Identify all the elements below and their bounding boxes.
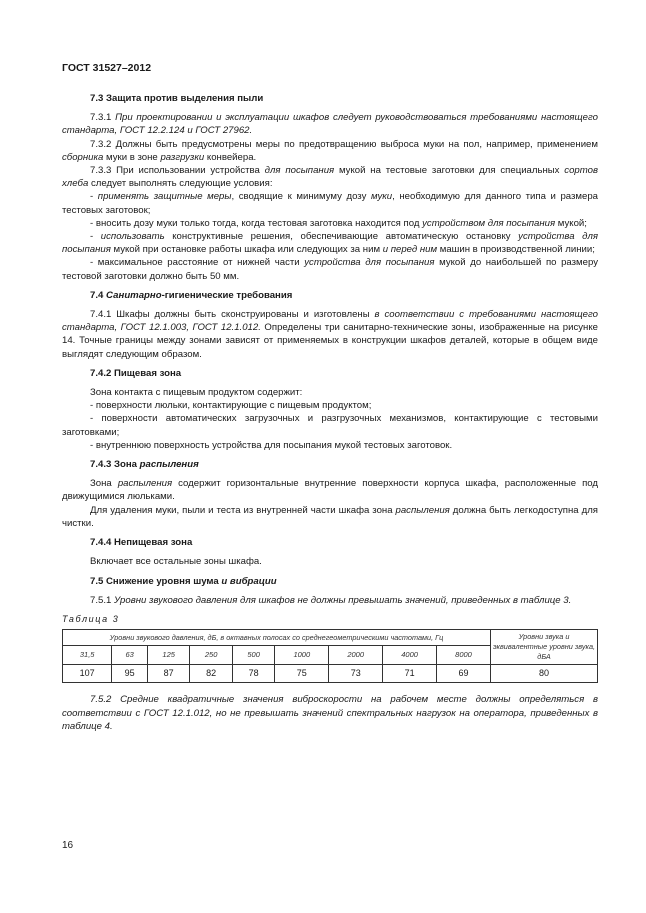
table-cell: 500 <box>232 645 274 664</box>
table-cell: 8000 <box>437 645 491 664</box>
table-cell: 125 <box>147 645 189 664</box>
section-7-4-3-title: 7.4.3 Зона распыления <box>90 459 199 471</box>
paragraph-7-5-1: 7.5.1 Уровни звукового давления для шкафов не должны превышать значений, приведенных в таблице 3. <box>90 594 572 606</box>
table-cell: 82 <box>190 665 232 683</box>
table-cell: 2000 <box>329 645 383 664</box>
table-cell: 107 <box>63 665 112 683</box>
table-cell: 250 <box>190 645 232 664</box>
paragraph: Включает все остальные зоны шкафа. <box>90 556 262 568</box>
section-7-5-title: 7.5 Снижение уровня шума и вибрации <box>90 575 277 587</box>
table-header-row <box>63 630 598 646</box>
list-item: - использовать конструктивные решения, обеспечивающие автоматическую остановку устройства для посыпания мукой при остановке работы шкафа или следующих за ним и перед ним машин в производственной линии; <box>62 231 598 256</box>
table-3 <box>62 629 598 683</box>
table-cell: 69 <box>437 665 491 683</box>
table-cell: 95 <box>112 665 148 683</box>
table-cell: 73 <box>329 665 383 683</box>
list-item: - внутреннюю поверхность устройства для посыпания мукой тестовых заготовок. <box>90 439 453 451</box>
paragraph-7-3-1: 7.3.1 При проектировании и эксплуатации шкафов следует руководствоваться требованиями настоящего стандарта, ГОСТ 12.2.124 и ГОСТ 27962. <box>62 112 598 137</box>
paragraph: Зона контакта с пищевым продуктом содержит: <box>90 387 303 399</box>
list-item: - поверхности люльки, контактирующие с пищевым продуктом; <box>90 400 372 412</box>
table-cell: 31,5 <box>63 645 112 664</box>
table-cell: 80 <box>491 665 598 683</box>
document-body <box>62 92 598 733</box>
section-7-3-title: 7.3 Защита против выделения пыли <box>90 93 264 104</box>
list-item: - вносить дозу муки только тогда, когда тестовая заготовка находится под устройством для посыпания мукой; <box>90 217 587 229</box>
document-header: ГОСТ 31527–2012 <box>62 62 152 74</box>
list-item: - поверхности автоматических загрузочных и разгрузочных механизмов, контактирующие с тестовыми заготовками; <box>62 413 598 438</box>
list-item: - применять защитные меры, сводящие к минимуму дозу муки, необходимую для данного типа и размера тестовых заготовок; <box>62 191 599 216</box>
section-7-4-title: 7.4 Санитарно-гигиенические требования <box>90 289 293 301</box>
paragraph-7-3-3: 7.3.3 При использовании устройства для посыпания мукой на тестовые заготовки для специальных сортов хлеба следует выполнять следующие условия: <box>62 165 598 190</box>
table-cell: 71 <box>383 665 437 683</box>
table-cell: 4000 <box>383 645 437 664</box>
paragraph-7-5-2: 7.5.2 Средние квадратичные значения виброскорости на рабочем месте должны определяться в соответствии с ГОСТ 12.1.012, но не превышать значений спектральных нагрузок на оператора, приведенных в таблице 4. <box>62 694 598 732</box>
table-caption: Таблица 3 <box>62 613 120 624</box>
table-cell: 78 <box>232 665 274 683</box>
paragraph-7-4-1: 7.4.1 Шкафы должны быть сконструированы и изготовлены в соответствии с требованиями настоящего стандарта, ГОСТ 12.1.003, ГОСТ 12.1.012. Определены три санитарно-технические зоны, изображенные на рисунке 14. Точные границы между зонами зависят от применяемых в конструкции шкафов деталей, которые в общем виде выглядят следующим образом. <box>62 309 598 360</box>
paragraph: Для удаления муки, пыли и теста из внутренней части шкафа зона распыления должна быть легкодоступна для чистки. <box>62 504 598 529</box>
section-7-4-2-title: 7.4.2 Пищевая зона <box>90 367 182 379</box>
table-cell: 75 <box>275 665 329 683</box>
paragraph-7-3-2: 7.3.2 Должны быть предусмотрены меры по предотвращению выброса муки на пол, например, применением сборника муки в зоне разгрузки конвейера. <box>62 138 598 163</box>
table-cell: 87 <box>147 665 189 683</box>
table-header-left: Уровни звукового давления, дБ, в октавных полосах со среднегеометрическими частотами, Гц <box>63 630 491 646</box>
section-7-4-4-title: 7.4.4 Непищевая зона <box>90 537 193 549</box>
table-header-right: Уровни звука и эквивалентные уровни звука, дБА <box>491 630 598 665</box>
paragraph: Зона распыления содержит горизонтальные внутренние поверхности корпуса шкафа, расположенные под движущимися люльками. <box>62 478 598 503</box>
list-item: - максимальное расстояние от нижней части устройства для посыпания мукой до наибольшей по размеру тестовой заготовки должно быть 50 мм. <box>62 257 599 282</box>
table-cell: 1000 <box>275 645 329 664</box>
table-cell: 63 <box>112 645 148 664</box>
page-number: 16 <box>62 840 74 851</box>
table-row <box>63 665 598 683</box>
